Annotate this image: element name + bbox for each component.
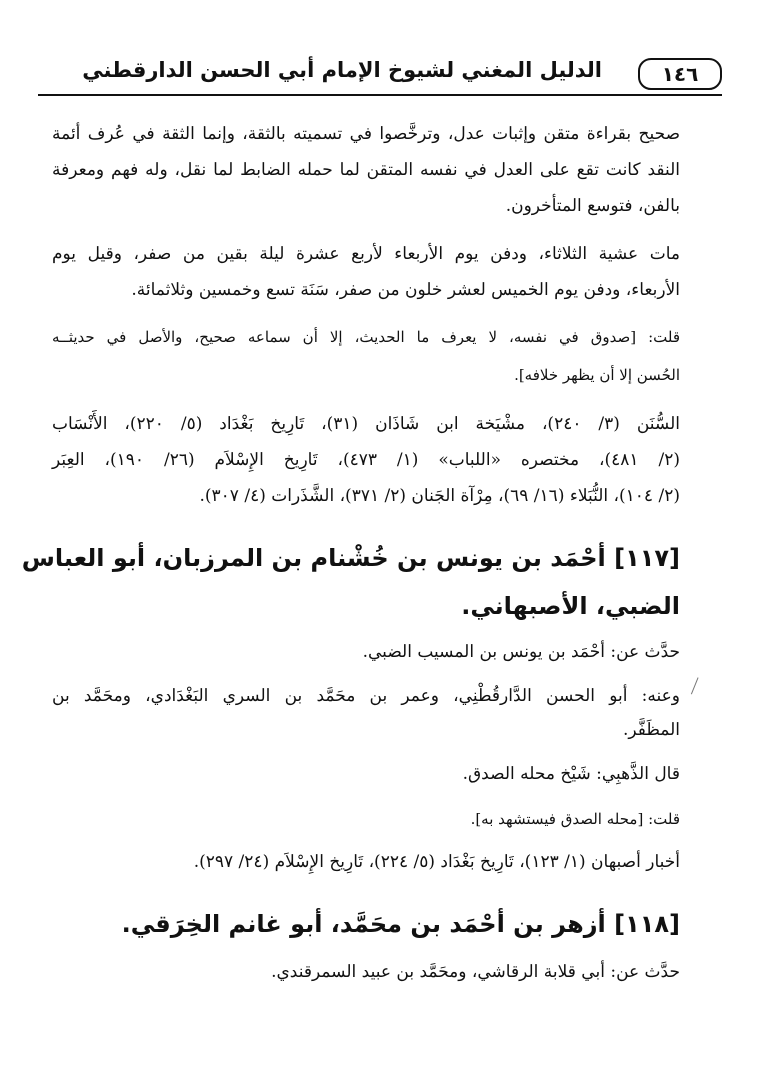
body-line: مات عشية الثلاثاء، ودفن يوم الأربعاء لأربع عشرة ليلة بقين من صفر، وقيل يوم (52, 244, 680, 264)
note-line: قلت: [محله الصدق فيستشهد به]. (470, 810, 680, 828)
running-title: الدليل المغني لشيوخ الإمام أبي الحسن الدارقطني (82, 58, 602, 82)
sources-line: أخبار أصبهان (١/ ١٢٣)، تَارِيخ بَغْدَاد (٥/ ٢٢٤)، تَارِيخ الإِسْلاَم (٢٤/ ٢٩٧). (193, 852, 680, 872)
body-line: حدَّث عن: أحْمَد بن يونس بن المسيب الضبي. (362, 642, 680, 662)
note-line: الحُسن إلا أن يظهر خلافه]. (514, 366, 680, 384)
body-line: صحيح بقراءة متقن وإثبات عدل، وترخَّصوا في تسميته بالثقة، وإنما الثقة في عُرف أئمة (52, 124, 680, 144)
page-number: ١٤٦ (638, 58, 722, 90)
body-line: قال الذَّهبِي: شَيْخ محله الصدق. (462, 764, 680, 784)
entry-heading: [١١٨] أزهر بن أحْمَد بن محَمَّد، أبو غانم الخِرَقي. (121, 910, 680, 938)
body-line: حدَّث عن: أبي قلابة الرقاشي، ومحَمَّد بن عبيد السمرقندي. (271, 962, 680, 982)
body-line: المظَفَّر. (622, 720, 680, 740)
entry-heading: الضبي، الأصبهاني. (461, 592, 680, 620)
body-line: الأربعاء، ودفن يوم الخميس لعشر خلون من صفر، سَنَة تسع وخمسين وثلاثمائة. (131, 280, 680, 300)
sources-line: (٢/ ٤٨١)، مختصره «اللباب» (١/ ٤٧٣)، تَارِيخ الإِسْلاَم (٢٦/ ١٩٠)، العِبَر (52, 450, 680, 470)
entry-heading: [١١٧] أحْمَد بن يونس بن خُشْنام بن المرزبان، أبو العباس (21, 544, 680, 572)
note-line: قلت: [صدوق في نفسه، لا يعرف ما الحديث، إلا أن سماعه صحيح، والأصل في حديثــه (52, 328, 680, 346)
sources-line: (٢/ ١٠٤)، النُّبَلاء (١٦/ ٦٩)، مِرْآة الجَنان (٢/ ٣٧١)، الشَّذَرات (٤/ ٣٠٧). (199, 486, 680, 506)
body-line: وعنه: أبو الحسن الدَّارقُطْنِي، وعمر بن محَمَّد بن السري البَغْدَادي، ومحَمَّد بن (52, 686, 680, 706)
sources-line: السُّنَن (٣/ ٢٤٠)، مشْيَخة ابن شَاذَان (٣١)، تَارِيخ بَغْدَاد (٥/ ٢٢٠)، الأَنْسَاب (52, 414, 680, 434)
page-header (38, 54, 722, 96)
body-line: بالفن، فتوسع المتأخرون. (505, 196, 680, 216)
body-line: النقد كانت تقع على العدل في نفسه المتقن لما حمله الضابط لما نقل، وله فهم ومعرفة (52, 160, 680, 180)
margin-mark (691, 677, 704, 696)
